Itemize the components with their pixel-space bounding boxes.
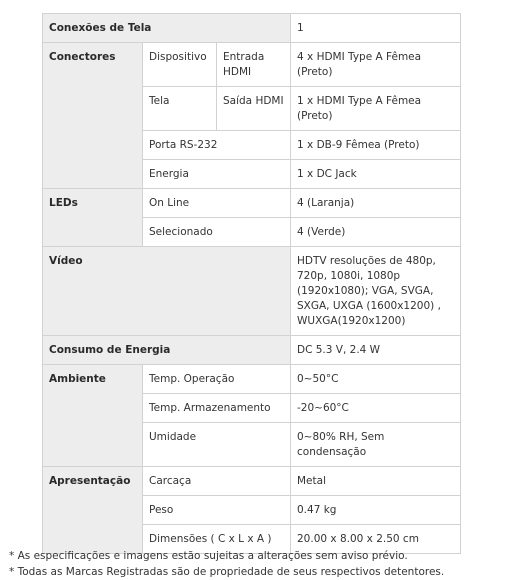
- spec-label: On Line: [143, 189, 291, 218]
- spec-value: Metal: [291, 467, 461, 496]
- spec-value: 0.47 kg: [291, 496, 461, 525]
- spec-value: 1 x DC Jack: [291, 160, 461, 189]
- spec-label: Peso: [143, 496, 291, 525]
- spec-value: 0~80% RH, Sem condensação: [291, 423, 461, 467]
- spec-label: Carcaça: [143, 467, 291, 496]
- spec-category: Vídeo: [43, 247, 291, 336]
- spec-row-power-consumption: [43, 336, 461, 365]
- spec-category: Consumo de Energia: [43, 336, 291, 365]
- spec-label: Temp. Armazenamento: [143, 394, 291, 423]
- spec-row-video: [43, 247, 461, 336]
- spec-row-housing: [43, 467, 461, 496]
- spec-label: Energia: [143, 160, 291, 189]
- spec-value: 20.00 x 8.00 x 2.50 cm: [291, 525, 461, 554]
- spec-value: 1 x HDMI Type A Fêmea (Preto): [291, 87, 461, 131]
- spec-value: 4 (Laranja): [291, 189, 461, 218]
- spec-sublabel: Entrada HDMI: [217, 43, 291, 87]
- spec-table: [42, 13, 461, 554]
- spec-category: Ambiente: [43, 365, 143, 467]
- spec-category: Conexões de Tela: [43, 14, 291, 43]
- footnotes: [9, 548, 499, 580]
- spec-label: Selecionado: [143, 218, 291, 247]
- spec-label: Porta RS-232: [143, 131, 291, 160]
- spec-label: Umidade: [143, 423, 291, 467]
- spec-value: 4 x HDMI Type A Fêmea (Preto): [291, 43, 461, 87]
- spec-label: Tela: [143, 87, 217, 131]
- spec-value: 0~50°C: [291, 365, 461, 394]
- spec-row-screen-connections: [43, 14, 461, 43]
- spec-sublabel: Saída HDMI: [217, 87, 291, 131]
- spec-value: 4 (Verde): [291, 218, 461, 247]
- footnote: * Todas as Marcas Registradas são de propriedade de seus respectivos detentores.: [9, 566, 445, 578]
- spec-row-connectors-device: [43, 43, 461, 87]
- spec-row-led-online: [43, 189, 461, 218]
- spec-category: Conectores: [43, 43, 143, 189]
- spec-value: -20~60°C: [291, 394, 461, 423]
- spec-category: Apresentação: [43, 467, 143, 554]
- spec-label: Dimensões ( C x L x A ): [143, 525, 291, 554]
- spec-label: Temp. Operação: [143, 365, 291, 394]
- spec-value: 1 x DB-9 Fêmea (Preto): [291, 131, 461, 160]
- spec-value: HDTV resoluções de 480p, 720p, 1080i, 1080p (1920x1080); VGA, SVGA, SXGA, UXGA (1600x1200) , WUXGA(1920x1200): [291, 247, 461, 336]
- spec-label: Dispositivo: [143, 43, 217, 87]
- footnote: * As especificações e imagens estão sujeitas a alterações sem aviso prévio.: [9, 550, 408, 562]
- spec-category: LEDs: [43, 189, 143, 247]
- spec-value: DC 5.3 V, 2.4 W: [291, 336, 461, 365]
- spec-value: 1: [291, 14, 461, 43]
- spec-row-op-temp: [43, 365, 461, 394]
